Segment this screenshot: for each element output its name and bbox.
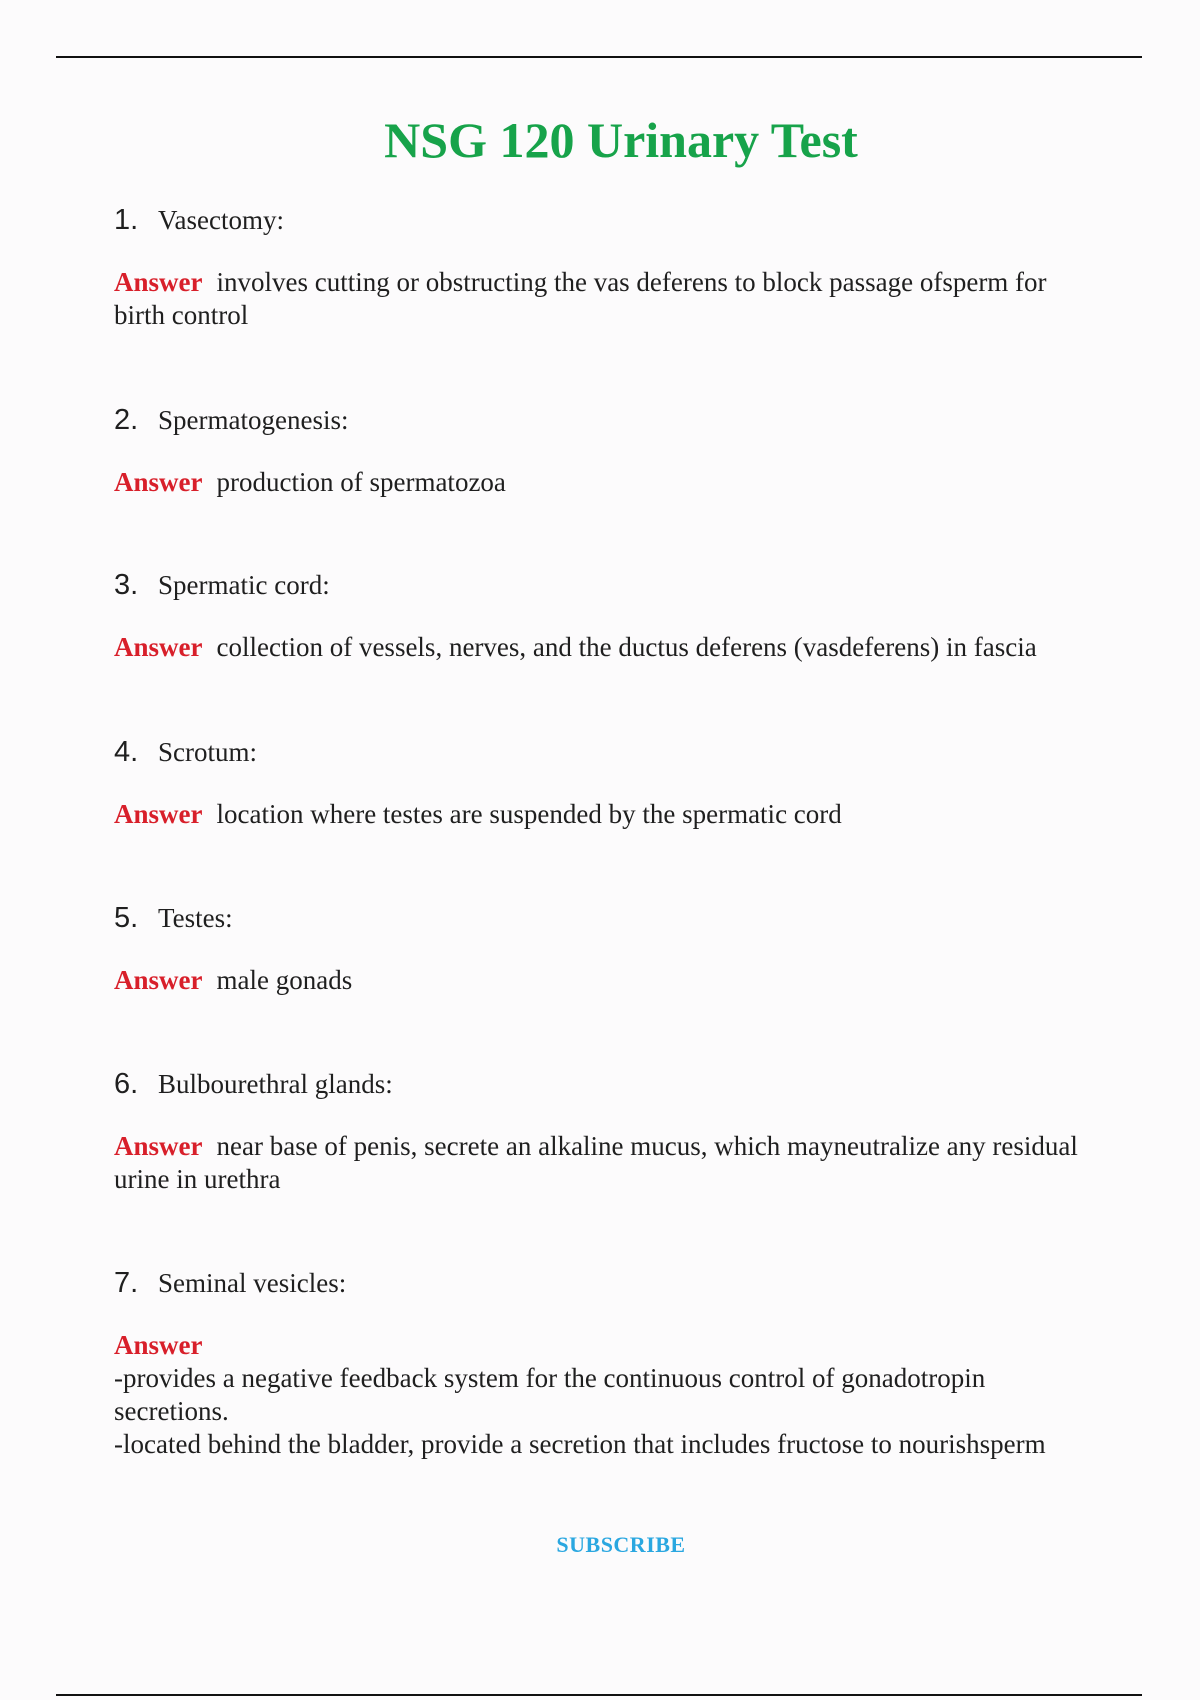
answer-label: Answer: [114, 1330, 203, 1360]
question-block: [114, 1265, 1104, 1461]
question-heading: [114, 1066, 1104, 1102]
question-prompt: Bulbourethral glands:: [158, 1069, 393, 1099]
answer-text-block: [114, 964, 1104, 997]
answer-text: production of spermatozoa: [216, 467, 506, 497]
question-block: [114, 402, 1104, 499]
question-block: [114, 567, 1104, 664]
question-block: [114, 202, 1104, 332]
answer-text: near base of penis, secrete an alkaline mucus, which mayneutralize any residual urine in urethra: [114, 1131, 1078, 1194]
subscribe-link[interactable]: SUBSCRIBE: [556, 1532, 686, 1557]
question-heading: [114, 567, 1104, 603]
question-block: [114, 734, 1104, 831]
answer-text: involves cutting or obstructing the vas deferens to block passage ofsperm for birth control: [114, 267, 1047, 330]
question-block: [114, 1066, 1104, 1196]
answer-text-block: [114, 798, 1104, 831]
question-prompt: Testes:: [158, 903, 233, 933]
question-prompt: Scrotum:: [158, 737, 257, 767]
question-block: [114, 900, 1104, 997]
question-heading: [114, 202, 1104, 238]
question-heading: [114, 900, 1104, 936]
question-prompt: Vasectomy:: [158, 205, 284, 235]
question-prompt: Spermatic cord:: [158, 570, 330, 600]
question-heading: [114, 402, 1104, 438]
question-heading: [114, 734, 1104, 770]
answer-text-block: [114, 466, 1104, 499]
answer-text-line: -located behind the bladder, provide a secretion that includes fructose to nourishsperm: [114, 1429, 1046, 1459]
answer-label: Answer: [114, 632, 203, 662]
question-number: 7.: [114, 1267, 139, 1299]
answer-label: Answer: [114, 1131, 203, 1161]
bottom-rule: [56, 1694, 1142, 1696]
answer-label: Answer: [114, 267, 203, 297]
question-heading: [114, 1265, 1104, 1301]
question-prompt: Seminal vesicles:: [158, 1268, 347, 1298]
answer-label: Answer: [114, 467, 203, 497]
question-number: 2.: [114, 404, 139, 436]
question-number: 3.: [114, 569, 139, 601]
answer-text: collection of vessels, nerves, and the ductus deferens (vasdeferens) in fascia: [216, 632, 1037, 662]
answer-text-block: [114, 1130, 1104, 1196]
answer-text-block: [114, 1329, 1104, 1461]
answer-text-block: [114, 631, 1104, 664]
answer-text: location where testes are suspended by the spermatic cord: [216, 799, 842, 829]
answer-text-block: [114, 266, 1104, 332]
answer-label: Answer: [114, 799, 203, 829]
question-number: 5.: [114, 902, 139, 934]
answer-text: male gonads: [216, 965, 353, 995]
question-number: 4.: [114, 736, 139, 768]
answer-text-line: -provides a negative feedback system for the continuous control of gonadotropin secretions.: [114, 1363, 986, 1426]
answer-label: Answer: [114, 965, 203, 995]
question-number: 6.: [114, 1068, 139, 1100]
question-prompt: Spermatogenesis:: [158, 405, 349, 435]
top-rule: [56, 56, 1142, 58]
page-title: NSG 120 Urinary Test: [384, 112, 858, 168]
question-number: 1.: [114, 204, 139, 236]
